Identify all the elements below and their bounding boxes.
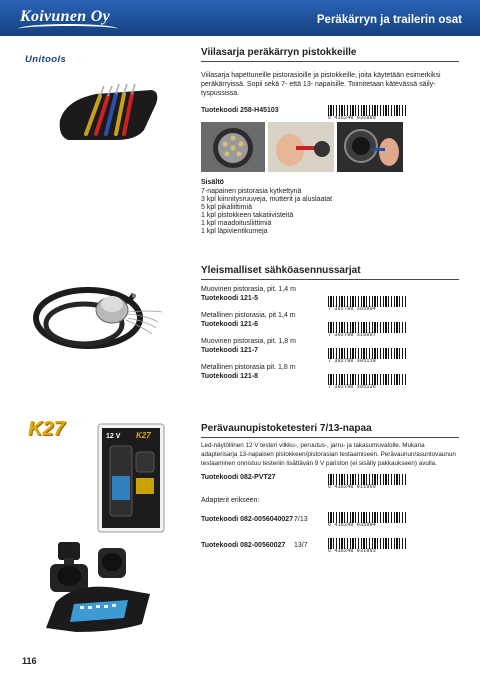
page-number: 116 bbox=[22, 656, 37, 666]
kit-1-name: Muovinen pistorasia, pit. 1,4 m bbox=[201, 286, 296, 293]
kit-3-code: Tuotekoodi 121-7 bbox=[201, 347, 259, 354]
adapter-1-code: Tuotekoodi 082-0056040027 bbox=[201, 516, 294, 523]
section2-title: Yleismalliset sähköasennussarjat bbox=[201, 265, 361, 276]
section1-desc-line-2: peräkärryissä. Sopii sekä 7- että 13- napaisille. Toimitetaan kätevässä säily- bbox=[201, 81, 436, 88]
adapter-1-barcode: 6 416240 935004 bbox=[328, 512, 406, 528]
svg-text:K27: K27 bbox=[136, 431, 151, 440]
section-title: Peräkärryn ja trailerin osat bbox=[316, 14, 462, 26]
adapter-2-size: 13/7 bbox=[294, 542, 308, 549]
section1-product-code: Tuotekoodi 258-H45103 bbox=[201, 107, 279, 114]
svg-text:12 V: 12 V bbox=[106, 433, 121, 440]
company-logo: Koivunen Oy bbox=[20, 8, 110, 25]
section1-rule bbox=[201, 61, 459, 62]
kit-4-name: Metallinen pistorasia pit. 1,8 m bbox=[201, 364, 296, 371]
adapter-2-barcode: 6 416240 931993 bbox=[328, 538, 406, 554]
section1-barcode: 6 416240 932889 bbox=[328, 105, 406, 121]
contents-title: Sisältö bbox=[201, 179, 224, 186]
kit-4-barcode: 7 392780 305126 bbox=[328, 374, 406, 390]
adapters-label: Adapterit erikseen: bbox=[201, 497, 260, 504]
tester-package-image bbox=[96, 422, 166, 534]
contents-item-2: 3 kpl kiinnitysruuveja, mutterit ja aluslaatat bbox=[201, 196, 333, 203]
section1-desc-line-3: tyspussissa. bbox=[201, 90, 240, 97]
section2-rule bbox=[201, 279, 459, 280]
kit-3-name: Muovinen pistorasia, pit. 1,8 m bbox=[201, 338, 296, 345]
contents-item-1: 7-napainen pistorasia kytkettynä bbox=[201, 188, 302, 195]
section3-rule bbox=[201, 437, 459, 438]
kit-2-barcode: 7 392780 310007 bbox=[328, 322, 406, 338]
section1-title: Viilasarja peräkärryn pistokkeille bbox=[201, 47, 357, 58]
photo-socket-filing bbox=[337, 122, 403, 172]
section3-desc-line-1: Led-näytöllinen 12 V testeri vilkku-, peruutus-, jarru- ja takasumuvalolle. Mukana bbox=[201, 442, 425, 449]
adapter-2-code: Tuotekoodi 082-00560027 bbox=[201, 542, 286, 549]
adapter-1-size: 7/13 bbox=[294, 516, 308, 523]
contents-item-4: 1 kpl pistokkeen takatiivisteitä bbox=[201, 212, 294, 219]
kit-1-barcode: 7 392780 305904 bbox=[328, 296, 406, 312]
section3-title: Perävaunupistoketesteri 7/13-napaa bbox=[201, 423, 372, 434]
photo-filing-pin bbox=[268, 122, 334, 172]
kit-1-code: Tuotekoodi 121-5 bbox=[201, 295, 259, 302]
kit-3-barcode: 7 392780 305119 bbox=[328, 348, 406, 364]
k27-logo: K27 bbox=[28, 418, 65, 440]
kit-2-name: Metallinen pistorasia, pit 1,4 m bbox=[201, 312, 296, 319]
header-bar bbox=[0, 0, 480, 36]
section3-barcode: 6 416240 911969 bbox=[328, 474, 406, 490]
section3-product-code: Tuotekoodi 082-PVT27 bbox=[201, 474, 276, 481]
kit-4-code: Tuotekoodi 121-8 bbox=[201, 373, 259, 380]
contents-item-3: 5 kpl pikaliittimiä bbox=[201, 204, 252, 211]
contents-item-5: 1 kpl maadoitusliittimiä bbox=[201, 220, 272, 227]
tester-device-image bbox=[36, 540, 160, 634]
unitools-logo: Unitools bbox=[25, 54, 67, 65]
section1-desc-line-1: Viilasarja hapettuneille pistorasioille ja pistokkeille, joita käytetään esimerkiksi bbox=[201, 72, 441, 79]
contents-item-6: 1 kpl läpivientikumeja bbox=[201, 228, 268, 235]
photo-socket-closeup bbox=[201, 122, 265, 172]
file-set-image bbox=[56, 82, 162, 144]
logo-swoosh bbox=[18, 24, 118, 34]
cable-socket-image bbox=[30, 274, 170, 356]
section3-desc-line-2: adapterisarja 13-napaisen pistokkeen/pistorasian testaamiseen. Perävaunun/asuntovaunun bbox=[201, 451, 456, 458]
section3-desc-line-3: testaaminen onnistuu testeriin lisättävän 9 V pariston (ei sisälly pakkaukseen) avulla. bbox=[201, 460, 437, 467]
kit-2-code: Tuotekoodi 121-6 bbox=[201, 321, 259, 328]
